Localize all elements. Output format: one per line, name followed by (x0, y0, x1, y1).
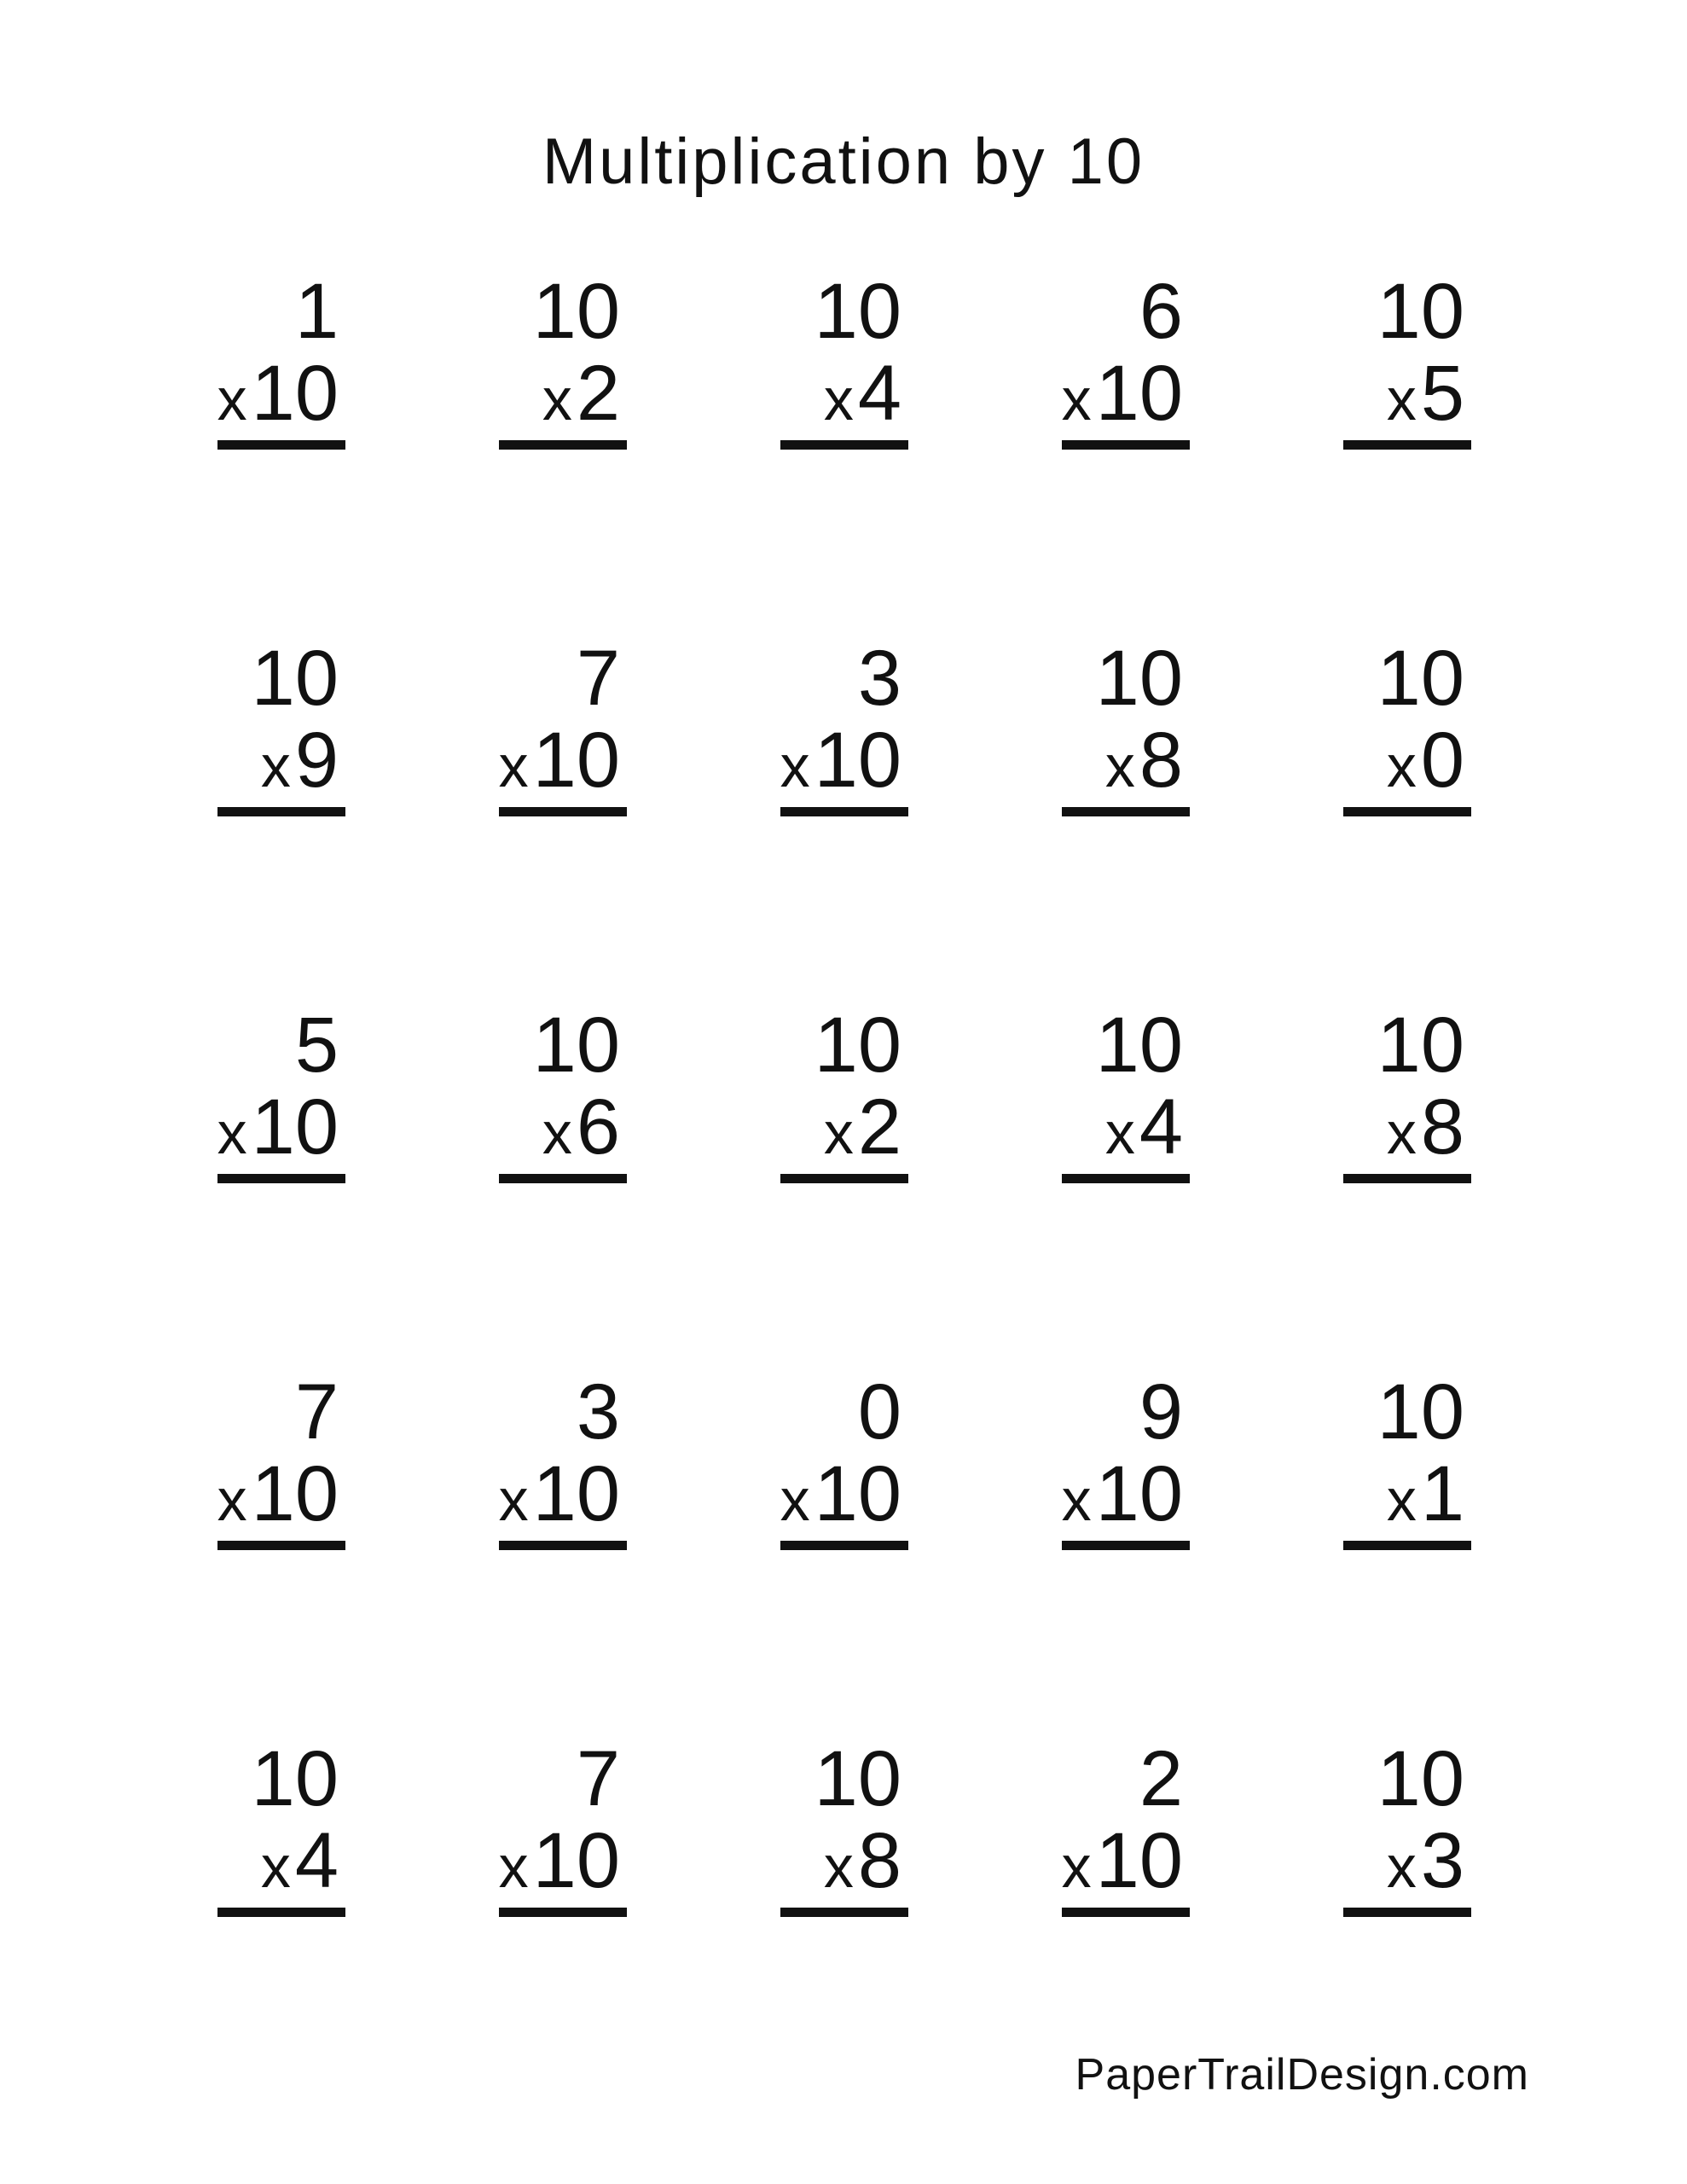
bottom-operand-row (1104, 1083, 1190, 1170)
answer-line (780, 1908, 908, 1917)
top-operand: 0 (857, 1368, 901, 1455)
multiply-sign: x (780, 733, 810, 799)
multiply-sign: x (1386, 1833, 1417, 1900)
top-operand: 7 (294, 1368, 339, 1455)
top-operand: 10 (532, 268, 620, 355)
multiplication-problem (217, 635, 345, 816)
top-operand: 10 (814, 268, 901, 355)
answer-line (1062, 1174, 1190, 1183)
top-operand: 10 (1095, 635, 1183, 722)
bottom-operand-row (1386, 1817, 1471, 1904)
answer-line (1062, 807, 1190, 816)
bottom-operand-row (498, 717, 627, 804)
answer-line (1343, 807, 1471, 816)
multiply-sign: x (260, 1833, 291, 1900)
bottom-operand-row (823, 350, 908, 437)
answer-line (217, 807, 345, 816)
top-operand: 10 (814, 1735, 901, 1822)
bottom-operand: 10 (532, 1817, 620, 1904)
bottom-operand-row (823, 1083, 908, 1170)
top-operand: 7 (576, 1735, 620, 1822)
page-title: Multiplication by 10 (542, 125, 1145, 198)
top-operand: 10 (251, 635, 339, 722)
top-operand: 10 (814, 1002, 901, 1089)
multiply-sign: x (498, 733, 529, 799)
multiply-sign: x (498, 1833, 529, 1900)
multiply-sign: x (542, 366, 572, 433)
multiplication-problem (217, 1735, 345, 1917)
multiplication-problem (217, 1368, 345, 1550)
footer-credit: PaperTrailDesign.com (1075, 2050, 1529, 2100)
answer-line (499, 1908, 627, 1917)
top-operand: 3 (576, 1368, 620, 1455)
multiply-sign: x (1061, 1833, 1092, 1900)
multiplication-problem (1343, 1002, 1471, 1183)
answer-line (499, 440, 627, 450)
multiplication-problem (498, 1735, 627, 1917)
multiplication-problem (499, 268, 627, 450)
bottom-operand: 1 (1420, 1450, 1464, 1537)
bottom-operand-row (1104, 717, 1190, 804)
answer-line (217, 440, 345, 450)
bottom-operand: 9 (294, 717, 339, 804)
top-operand: 10 (1377, 1002, 1464, 1089)
bottom-operand: 4 (857, 350, 901, 437)
multiply-sign: x (1061, 1467, 1092, 1533)
multiplication-problem (780, 1735, 908, 1917)
bottom-operand-row (542, 350, 627, 437)
bottom-operand: 5 (1420, 350, 1464, 437)
bottom-operand: 3 (1420, 1817, 1464, 1904)
multiply-sign: x (780, 1467, 810, 1533)
multiply-sign: x (542, 1100, 572, 1166)
bottom-operand-row (217, 350, 345, 437)
multiplication-problem (498, 635, 627, 816)
bottom-operand: 10 (251, 350, 339, 437)
multiplication-problem (780, 635, 908, 816)
multiply-sign: x (1061, 366, 1092, 433)
multiply-sign: x (1386, 366, 1417, 433)
bottom-operand-row (1061, 350, 1190, 437)
multiply-sign: x (1386, 1467, 1417, 1533)
top-operand: 9 (1139, 1368, 1183, 1455)
top-operand: 10 (1377, 268, 1464, 355)
top-operand: 10 (1095, 1002, 1183, 1089)
multiply-sign: x (217, 1100, 247, 1166)
answer-line (1343, 1541, 1471, 1550)
multiply-sign: x (823, 1833, 854, 1900)
answer-line (217, 1174, 345, 1183)
multiply-sign: x (1104, 733, 1135, 799)
multiplication-problem (1061, 268, 1190, 450)
multiply-sign: x (498, 1467, 529, 1533)
multiply-sign: x (1104, 1100, 1135, 1166)
bottom-operand-row (1386, 1450, 1471, 1537)
bottom-operand-row (260, 1817, 345, 1904)
bottom-operand: 10 (532, 717, 620, 804)
bottom-operand: 10 (532, 1450, 620, 1537)
bottom-operand: 10 (1095, 1450, 1183, 1537)
answer-line (1343, 1908, 1471, 1917)
multiplication-problem (1061, 1368, 1190, 1550)
top-operand: 5 (294, 1002, 339, 1089)
bottom-operand-row (498, 1450, 627, 1537)
bottom-operand-row (217, 1450, 345, 1537)
bottom-operand-row (780, 717, 908, 804)
bottom-operand: 8 (1420, 1083, 1464, 1170)
answer-line (1343, 440, 1471, 450)
multiplication-problem (1343, 1735, 1471, 1917)
multiplication-problem (1343, 1368, 1471, 1550)
answer-line (217, 1908, 345, 1917)
bottom-operand: 6 (576, 1083, 620, 1170)
multiply-sign: x (823, 366, 854, 433)
answer-line (1062, 440, 1190, 450)
top-operand: 10 (1377, 1735, 1464, 1822)
bottom-operand-row (260, 717, 345, 804)
bottom-operand-row (1061, 1450, 1190, 1537)
multiply-sign: x (1386, 1100, 1417, 1166)
bottom-operand-row (823, 1817, 908, 1904)
multiplication-problem (780, 268, 908, 450)
multiplication-problem (217, 1002, 345, 1183)
top-operand: 2 (1139, 1735, 1183, 1822)
top-operand: 10 (1377, 1368, 1464, 1455)
multiplication-problem (499, 1002, 627, 1183)
top-operand: 10 (532, 1002, 620, 1089)
multiplication-problem (1343, 635, 1471, 816)
bottom-operand-row (780, 1450, 908, 1537)
answer-line (499, 1174, 627, 1183)
answer-line (1062, 1908, 1190, 1917)
bottom-operand: 10 (1095, 1817, 1183, 1904)
bottom-operand: 10 (1095, 350, 1183, 437)
bottom-operand: 2 (576, 350, 620, 437)
bottom-operand-row (1386, 1083, 1471, 1170)
multiplication-problem (1061, 1735, 1190, 1917)
top-operand: 10 (1377, 635, 1464, 722)
top-operand: 3 (857, 635, 901, 722)
top-operand: 7 (576, 635, 620, 722)
answer-line (780, 1541, 908, 1550)
top-operand: 6 (1139, 268, 1183, 355)
bottom-operand: 10 (251, 1083, 339, 1170)
bottom-operand: 10 (814, 717, 901, 804)
multiply-sign: x (1386, 733, 1417, 799)
multiply-sign: x (217, 1467, 247, 1533)
bottom-operand: 10 (251, 1450, 339, 1537)
bottom-operand: 4 (294, 1817, 339, 1904)
multiply-sign: x (217, 366, 247, 433)
bottom-operand-row (542, 1083, 627, 1170)
bottom-operand: 8 (1139, 717, 1183, 804)
bottom-operand: 2 (857, 1083, 901, 1170)
answer-line (1062, 1541, 1190, 1550)
bottom-operand: 10 (814, 1450, 901, 1537)
multiplication-problem (498, 1368, 627, 1550)
multiply-sign: x (260, 733, 291, 799)
answer-line (780, 1174, 908, 1183)
bottom-operand-row (1386, 350, 1471, 437)
bottom-operand: 0 (1420, 717, 1464, 804)
multiplication-problem (780, 1368, 908, 1550)
bottom-operand-row (1386, 717, 1471, 804)
answer-line (780, 807, 908, 816)
answer-line (1343, 1174, 1471, 1183)
answer-line (217, 1541, 345, 1550)
problems-grid (217, 268, 1471, 1917)
answer-line (780, 440, 908, 450)
multiplication-problem (217, 268, 345, 450)
multiplication-problem (1062, 1002, 1190, 1183)
answer-line (499, 1541, 627, 1550)
bottom-operand: 8 (857, 1817, 901, 1904)
bottom-operand-row (217, 1083, 345, 1170)
multiply-sign: x (823, 1100, 854, 1166)
multiplication-problem (780, 1002, 908, 1183)
bottom-operand-row (498, 1817, 627, 1904)
bottom-operand: 4 (1139, 1083, 1183, 1170)
multiplication-problem (1343, 268, 1471, 450)
top-operand: 1 (294, 268, 339, 355)
answer-line (499, 807, 627, 816)
bottom-operand-row (1061, 1817, 1190, 1904)
multiplication-problem (1062, 635, 1190, 816)
top-operand: 10 (251, 1735, 339, 1822)
